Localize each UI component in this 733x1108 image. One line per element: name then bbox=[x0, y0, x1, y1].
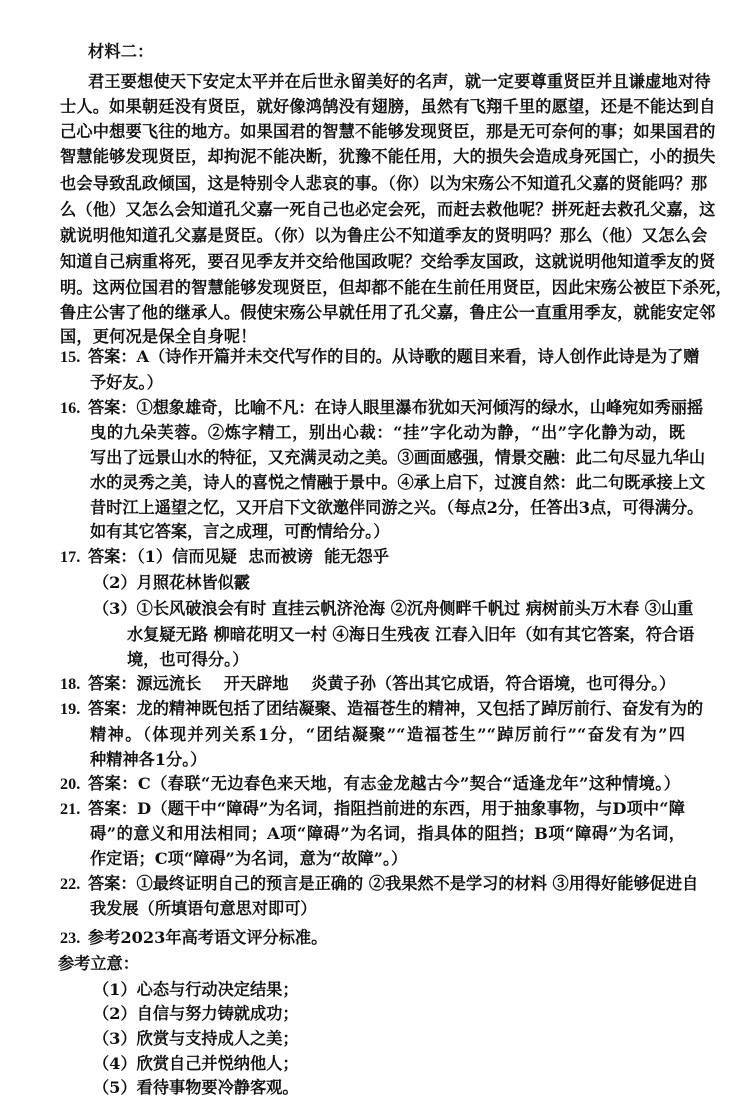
answer-line: 水复疑无路 柳暗花明又一村 ④海日生残夜 江春入旧年（如有其它答案，符合语 bbox=[127, 625, 695, 644]
answer-line: 答案：C（春联“无边春色来天地，有志金龙越古今”契合“适逢龙年”这种情境。） bbox=[88, 774, 680, 793]
answer-line: 答案：A（诗作开篇并未交代写作的目的。从诗歌的题目来看，诗人创作此诗是为了赠 bbox=[88, 347, 700, 366]
question-number: 20. bbox=[60, 775, 81, 793]
answer-line: 作定语；C项“障碍”为名词，意为“故障”。） bbox=[90, 849, 408, 868]
answer-line: 答案：（1）信而见疑 忠而被谤 能无怨乎 bbox=[88, 547, 389, 566]
question-number: 15. bbox=[60, 348, 81, 366]
material-line: 就说明他知道孔父嘉是贤臣。（你）以为鲁庄公不知道季友的贤明吗？那么（他）又怎么会 bbox=[60, 226, 708, 245]
reference-item: （1）心态与行动决定结果； bbox=[93, 980, 299, 999]
answer-line: 种精神各1分。） bbox=[90, 750, 207, 769]
answer-line: 境，也可得分。） bbox=[127, 650, 249, 669]
reference-title: 参考立意： bbox=[58, 954, 139, 973]
material-line: 也会导致乱政倾国，这是特别令人悲哀的事。（你）以为宋殇公不知道孔父嘉的贤能吗？那 bbox=[60, 174, 708, 193]
material-line: 明。这两位国君的智慧能够发现贤臣，但却都不能在生前任用贤臣，因此宋殇公被臣下杀死， bbox=[60, 278, 732, 297]
reference-item: （3）欣赏与支持成人之美； bbox=[93, 1029, 299, 1048]
question-number: 22. bbox=[60, 875, 81, 893]
answer-line: （2）月照花林皆似霰 bbox=[93, 573, 250, 592]
answer-line: 碍”的意义和用法相同；A项“障碍”为名词，指具体的阻挡；B项“障碍”为名词， bbox=[90, 824, 685, 843]
material-line: 么（他）又怎么会知道孔父嘉一死自己也必定会死，而赶去救他呢？拼死赶去救孔父嘉，这 bbox=[60, 200, 716, 219]
answer-line: 答案：D（题干中“障碍”为名词，指阻挡前进的东西，用于抽象事物，与D项中“障 bbox=[88, 799, 685, 818]
material-line: 智慧能够发现贤臣，却拘泥不能决断，犹豫不能任用，大的损失会造成身死国亡，小的损失 bbox=[60, 147, 716, 166]
material-line: 知道自己病重将死，要召见季友并交给他国政呢？交给季友国政，这就说明他知道季友的贤 bbox=[60, 252, 716, 271]
question-number: 17. bbox=[60, 548, 81, 566]
answer-line: 答案：源远流长 开天辟地 炎黄子孙（答出其它成语，符合语境，也可得分。） bbox=[88, 674, 676, 693]
question-number: 21. bbox=[60, 800, 81, 818]
answer-line: 答案：①最终证明自己的预言是正确的 ②我果然不是学习的材料 ③用得好能够促进自 bbox=[88, 874, 699, 893]
answer-line: 我发展（所填语句意思对即可） bbox=[90, 899, 317, 918]
answer-line: 答案：①想象雄奇，比喻不凡：在诗人眼里瀑布犹如天河倾泻的绿水，山峰宛如秀丽摇 bbox=[88, 398, 704, 417]
reference-item: （4）欣赏自己并悦纳他人； bbox=[93, 1054, 299, 1073]
answer-line: 昔时江上遥望之忆，又开启下文欲邀伴同游之兴。（每点2分，任答出3点，可得满分。 bbox=[90, 498, 704, 517]
question-number: 23. bbox=[60, 929, 81, 947]
material-line: 士人。如果朝廷没有贤臣，就好像鸿鹄没有翅膀，虽然有飞翔千里的愿望，还是不能达到自 bbox=[60, 97, 716, 116]
question-number: 19. bbox=[60, 700, 81, 718]
answer-line: 水的灵秀之美，诗人的喜悦之情融于景中。④承上启下，过渡自然：此二句既承接上文 bbox=[90, 473, 706, 492]
material-line: 鲁庄公害了他的继承人。假使宋殇公早就任用了孔父嘉，鲁庄公一直重用季友，就能安定邻 bbox=[60, 303, 716, 322]
answer-line: 曳的九朵芙蓉。②炼字精工，别出心裁：“挂”字化动为静，“出”字化静为动，既 bbox=[90, 423, 685, 442]
reference-item: （2）自信与努力铸就成功； bbox=[93, 1004, 299, 1023]
reference-item: （5）看待事物要冷静客观。 bbox=[93, 1078, 299, 1097]
answer-line: 写出了远景山水的特征，又充满灵动之美。③画面感强，情景交融：此二句尽显九华山 bbox=[90, 448, 706, 467]
question-number: 16. bbox=[60, 399, 81, 417]
answer-line: 予好友。） bbox=[90, 373, 163, 392]
answer-line: 精神。（体现并列关系1分，“团结凝聚”“造福苍生”“踔厉前行”“奋发有为”四 bbox=[90, 725, 685, 744]
answer-line: 答案：龙的精神既包括了团结凝聚、造福苍生的精神，又包括了踔厉前行、奋发有为的 bbox=[88, 699, 704, 718]
material-title: 材料二： bbox=[88, 42, 154, 61]
material-line: 国，更何况是保全自身呢！ bbox=[60, 327, 257, 346]
material-line: 君王要想使天下安定太平并在后世永留美好的名声，就一定要尊重贤臣并且谦虚地对待 bbox=[88, 72, 711, 91]
material-line: 己心中想要飞往的地方。如果国君的智慧不能够发现贤臣，那是无可奈何的事；如果国君的 bbox=[60, 122, 716, 141]
answer-line: （3）①长风破浪会有时 直挂云帆济沧海 ②沉舟侧畔千帆过 病树前头万木春 ③山重 bbox=[93, 599, 694, 618]
question-number: 18. bbox=[60, 675, 81, 693]
answer-line: 参考2023年高考语文评分标准。 bbox=[88, 928, 328, 947]
answer-line: 如有其它答案，言之成理，可酌情给分。） bbox=[90, 522, 390, 541]
